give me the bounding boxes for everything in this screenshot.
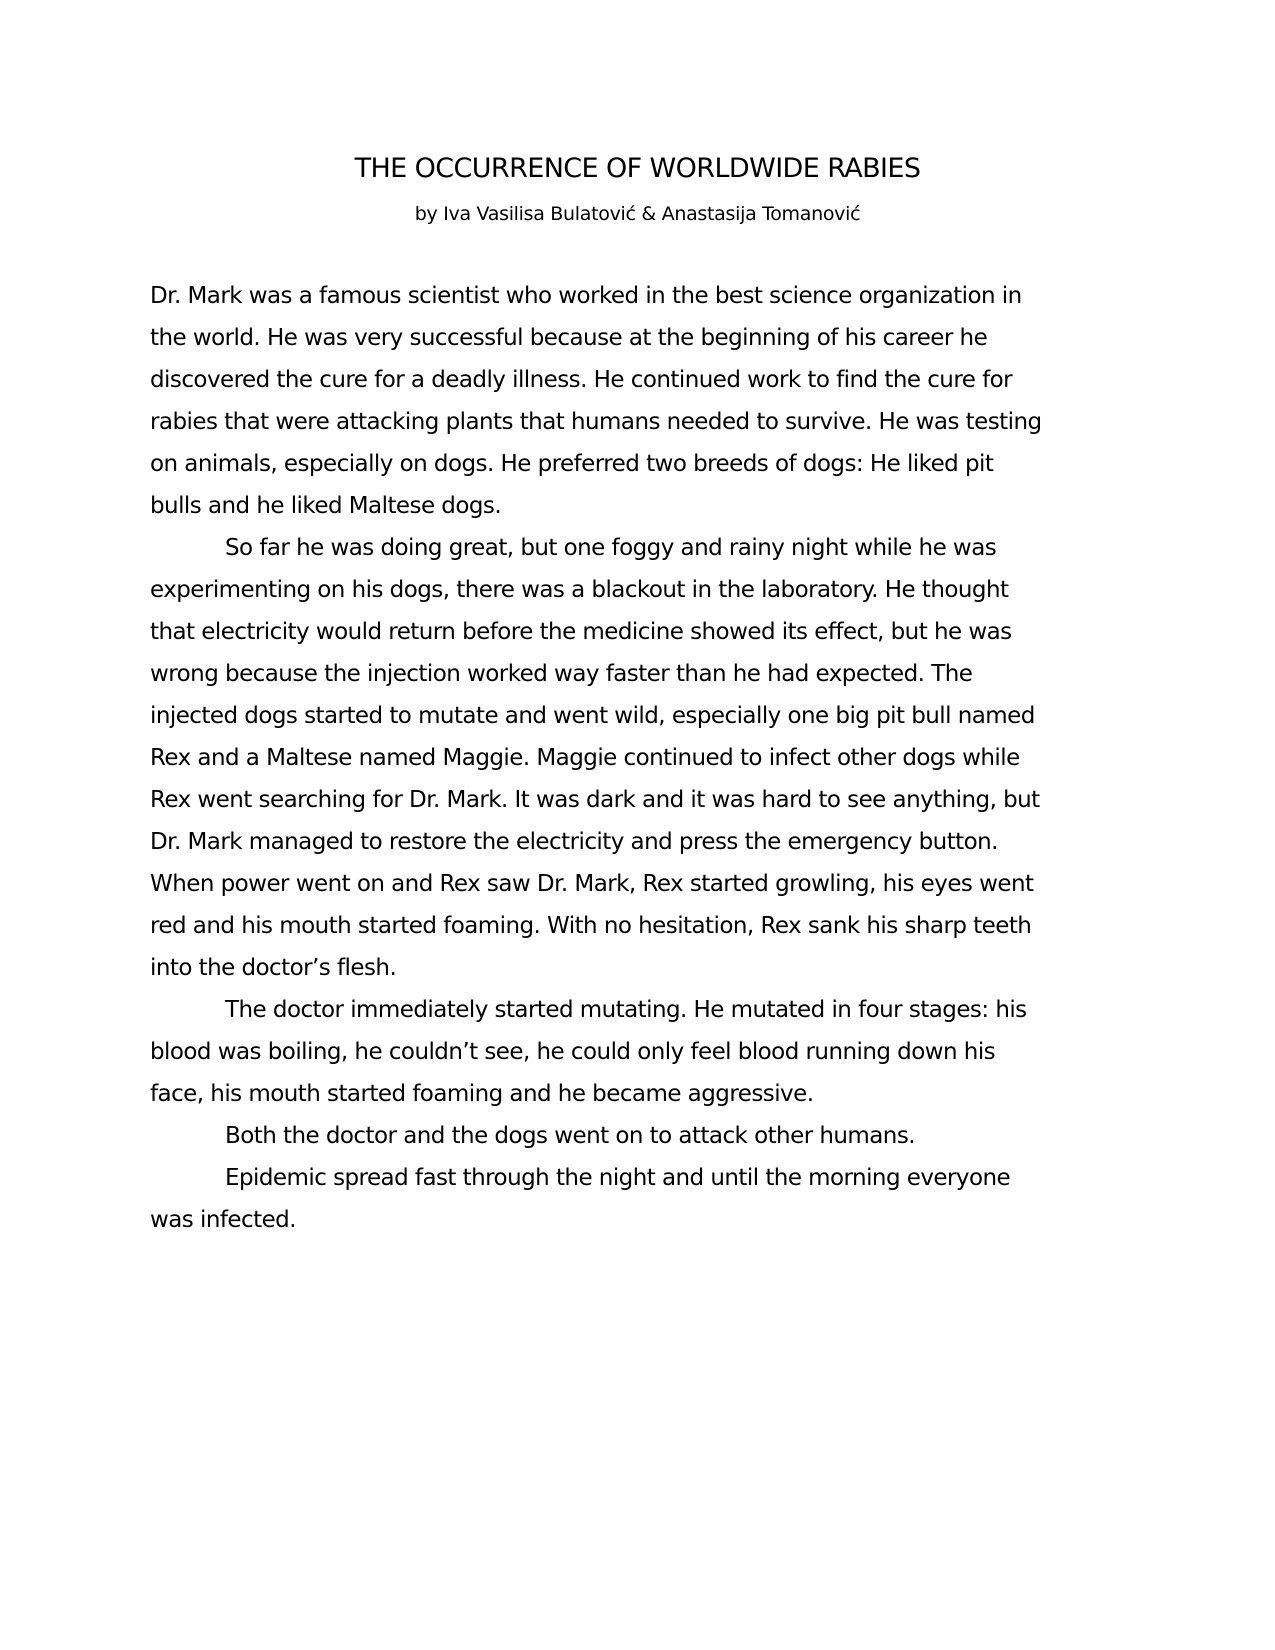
body-line: Dr. Mark managed to restore the electricity and press the emergency button. (150, 829, 998, 855)
body-line: bulls and he liked Maltese dogs. (150, 493, 502, 519)
body-line: discovered the cure for a deadly illness. He continued work to find the cure for (150, 367, 1013, 393)
body-line: So far he was doing great, but one foggy and rainy night while he was (225, 535, 997, 561)
document-byline: by Iva Vasilisa Bulatović & Anastasija Tomanović (414, 203, 861, 225)
body-line: on animals, especially on dogs. He preferred two breeds of dogs: He liked pit (150, 451, 994, 477)
body-line: into the doctor’s flesh. (150, 955, 397, 981)
body-line: Rex and a Maltese named Maggie. Maggie continued to infect other dogs while (150, 745, 1020, 771)
body-line: red and his mouth started foaming. With no hesitation, Rex sank his sharp teeth (150, 913, 1032, 939)
body-line: Rex went searching for Dr. Mark. It was dark and it was hard to see anything, but (150, 787, 1040, 813)
body-line: that electricity would return before the medicine showed its effect, but he was (150, 619, 1012, 645)
body-line: face, his mouth started foaming and he became aggressive. (150, 1081, 814, 1107)
body-line: was infected. (150, 1207, 296, 1233)
document-title: THE OCCURRENCE OF WORLDWIDE RABIES (354, 153, 921, 184)
body-line: Both the doctor and the dogs went on to attack other humans. (225, 1123, 916, 1149)
body-line: Epidemic spread fast through the night and until the morning everyone (225, 1165, 1011, 1191)
body-line: Dr. Mark was a famous scientist who worked in the best science organization in (150, 283, 1022, 309)
body-line: When power went on and Rex saw Dr. Mark, Rex started growling, his eyes went (150, 871, 1034, 897)
body-line: blood was boiling, he couldn’t see, he could only feel blood running down his (150, 1039, 996, 1065)
body-line: rabies that were attacking plants that humans needed to survive. He was testing (150, 409, 1042, 435)
body-line: the world. He was very successful because at the beginning of his career he (150, 325, 988, 351)
body-line: injected dogs started to mutate and went wild, especially one big pit bull named (150, 703, 1035, 729)
body-line: experimenting on his dogs, there was a blackout in the laboratory. He thought (150, 577, 1009, 603)
body-line: wrong because the injection worked way faster than he had expected. The (150, 661, 973, 687)
body-line: The doctor immediately started mutating. He mutated in four stages: his (225, 997, 1027, 1023)
story-body (150, 275, 1130, 1241)
